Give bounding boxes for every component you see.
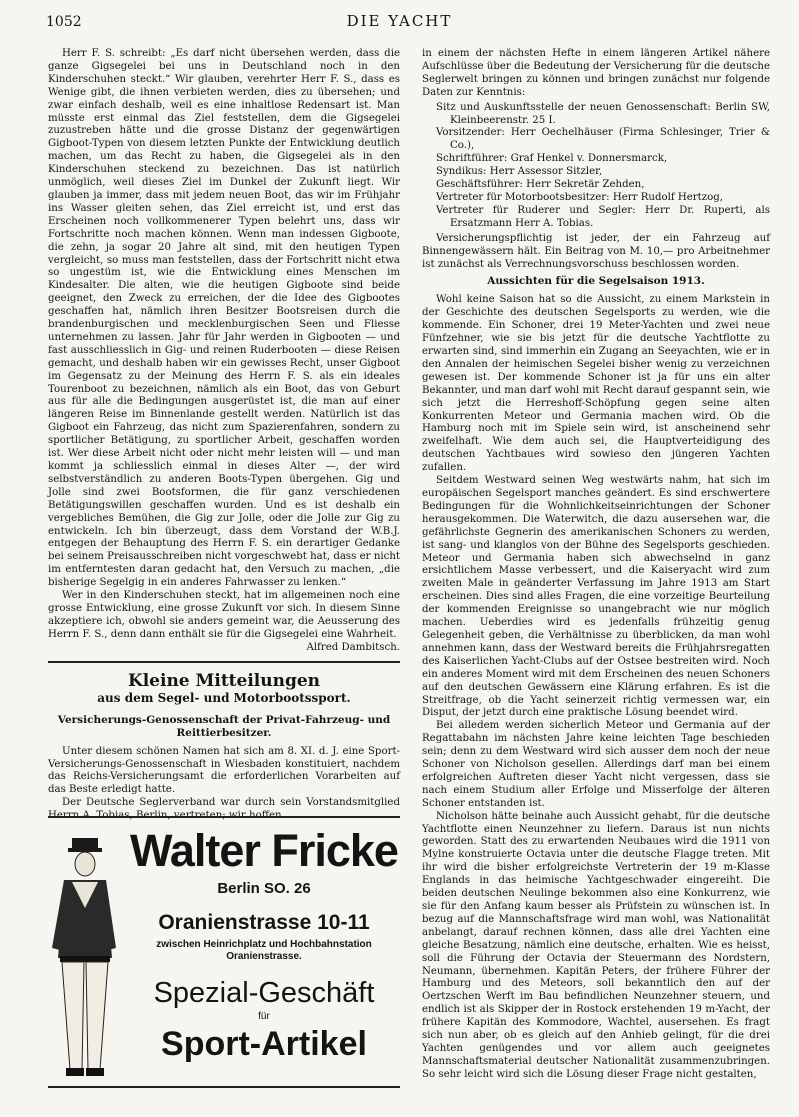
ad-city: Berlin SO. 26 (217, 880, 311, 897)
letter-paragraph: Wer in den Kinderschuhen steckt, hat im allgemeinen noch eine grosse Entwicklung, eine grosse Zukunft vor sich. In diesem Sinne akzeptiere ich, obwohl sie anders gemeint war, die Aeusserung des Herrn F. S., denn dann enthält sie für die Gigsegelei eine Wahrheit. (48, 590, 400, 640)
staff-line: Vorsitzender: Herr Oechelhäuser (Firma Schlesinger, Trier & Co.), (436, 127, 770, 152)
season-paragraph: Seitdem Westward seinen Weg westwärts nahm, hat sich im europäischen Segelsport manches geändert. Es sind erschwertere Bedingungen für die Wohnlichkeitseinrichtungen der Schoner herausgekommen. Die Waterwitch, die dazu ausersehen war, die gefährlichste Gegnerin des amerikanischen Schoners zu werden, ist sang- und klanglos von der Bühne des Segelsports geschieden. Meteor und Germania haben sich abwechselnd in ganz ersichtlichem Masse verbessert, und die Kaiseryacht wird zum zweiten Male in geänderter Verfassung im Jahre 1913 am Start erscheinen. Dies sind alles Fragen, die eine vorzeitige Beurteilung der kommenden Ereignisse so unangebracht wie nur möglich machen. Ueberdies wird es jedenfalls frühzeitig genug Gelegenheit geben, die Verhältnisse zu überblicken, da man wohl annehmen kann, dass der Westward bereits die Frühjahrsregatten des Kaiserlichen Yacht-Clubs auf der Ostsee bestreiten wird. Noch ein anderes Moment wird mit dem Erscheinen des neuen Schoners auf den deutschen Gewässern eine Klärung erfahren. Es ist die Streitfrage, ob die Yacht seinerzeit richtig vermessen war, ein Disput, der jetzt durch eine praktische Lösung beendet wird. (422, 475, 770, 719)
left-column (48, 48, 400, 823)
staff-line: Schriftführer: Graf Henkel v. Donnersmarck, (436, 153, 668, 165)
insurance-paragraph: Der Deutsche Seglerverband war durch sein Vorstandsmitglied Herrn A. Tobias, Berlin, vertreten; wir hoffen (48, 797, 400, 822)
staff-line: Geschäftsführer: Herr Sekretär Zehden, (436, 179, 645, 191)
staff-line: Vertreter für Motorbootsbesitzer: Herr Rudolf Hertzog, (436, 191, 724, 203)
ad-spezial: Spezial-Geschäft (153, 977, 375, 1009)
advertisement (48, 816, 400, 1088)
season-paragraph: Bei alledem werden sicherlich Meteor und Germania auf der Regattabahn im nächsten Jahre keine leichten Tage beschieden sein; denn zu dem Westward wird sich ausser dem noch der neue Schoner von Nicholson gesellen. Allerdings darf man bei einem erfolgreichen Auftreten dieser Yacht nicht vergessen, dass sie nach einem Studium aller Erfolge und Misserfolge der älteren Schoner entstanden ist. (422, 720, 770, 809)
insurance-paragraph: Unter diesem schönen Namen hat sich am 8. XI. d. J. eine Sport-Versicherungs-Genossenschaft in Wiesbaden konstituiert, nachdem das Reichs-Versicherungsamt die erforderlichen Vorarbeiten auf das Beste erledigt hatte. (48, 745, 400, 796)
season-paragraph: Wohl keine Saison hat so die Aussicht, zu einem Markstein in der Geschichte des deutschen Segelsports zu werden, wie die kommende. Ein Schoner, drei 19 Meter-Yachten und zwei neue Fünfzehner, wie sie bis jetzt für die deutsche Yachtflotte zu erwarten sind, sind immerhin ein Zugang an Seeyachten, wie er in den Annalen der heimischen Segelei bisher wenig zu verzeichnen gewesen ist. Der kommende Schoner ist ja für uns ein alter Bekannter, und man darf wohl mit Recht darauf gespannt sein, wie sich jetzt die Herreshoff-Schöpfung gegen seine alten Konkurrenten Meteor und Germania machen wird. Ob die Hamburg noch mit im Spiele sein wird, ist anscheinend sehr zweifelhaft. Wie dem auch sei, die Hauptverteidigung des deutschen Yachtbaues wird sowieso den jüngeren Yachten zufallen. (422, 294, 770, 474)
staff-line: Syndikus: Herr Assessor Sitzler, (436, 166, 603, 178)
letter-paragraph: Herr F. S. schreibt: „Es darf nicht übersehen werden, dass die ganze Gigsegelei bei uns in Deutschland noch in den Kinderschuhen steckt.“ Wir glauben, verehrter Herr F. S., dass es Wenige gibt, die ihnen verbieten werden, dies zu übersehen; und zwar einfach deshalb, weil es eine inhaltlose Redensart ist. Man müsste erst einmal das Ziel feststellen, dem die Gigsegelei zuzustreben hätte und die grosse Distanz der gegenwärtigen Gigboot-Typen von diesem letzten Punkte der Entwicklung deutlich machen, um das Recht zu haben, die Gigsegelei als in den Kinderschuhen steckend zu bezeichnen. Das ist natürlich unmöglich, weil dieses Ziel im Dunkel der Zukunft liegt. Wir glauben ja immer, dass mit jedem neuen Boot, das wir im Frühjahr ins Wasser gleiten sehen, das Ziel erreicht ist, und erst das Erscheinen noch vollkommenerer Typen belehrt uns, dass wir Fortschritte noch machen können. Wenn man indessen Gigboote, die zehn, ja sogar 20 Jahre alt sind, mit den heutigen Typen vergleicht, so muss man feststellen, dass der Fortschritt nicht etwa so ungestüm ist, wie die Entwicklung eines Menschen im Kindesalter. Die alten, wie die heutigen Gigboote sind beide geeignet, den Zweck zu erreichen, der die Idee des Gigbootes geschaffen hat, nämlich ihren Besitzer Bootsreisen durch die brandenburgischen und mecklenburgischen Seen und Fliesse unternehmen zu lassen. Jahr für Jahr werden in Gigbooten — und fast ausschliesslich in Gig- und reinen Ruderbooten — diese Reisen gemacht, und deshalb haben wir ein gewisses Recht, unser Gigboot im Gegensatz zu der Meinung des Herrn F. S. als ein ideales Tourenboot zu bezeichnen, nämlich als ein Boot, das von Geburt aus für alle die Bedingungen ausgerüstet ist, die man auf einer längeren Reise im Binnenlande gestellt werden. Natürlich ist das Gigboot ein Fahrzeug, das nicht zum Spazierenfahren, sondern zu sportlicher Betätigung, zu sportlicher Arbeit, geschaffen worden ist. Wer diese Arbeit nicht oder nicht mehr leisten will — und man kommt ja schliesslich einmal in dieses Alter —, der wird selbstverständlich zu anderen Boots-Typen übergehen. Gig und Jolle sind zwei Bootsformen, die für ganz verschiedenen Betätigungswillen geschaffen wurden. Und es ist deshalb ein vergebliches Bemühen, die Gig zur Jolle, oder die Jolle zur Gig zu entwickeln. Ich bin überzeugt, dass dem Vorstand der W.B.J. entgegen der Behauptung des Herrn F. S. ein derartiger Gedanke bei seinem Preisausschreiben nicht vorgeschwebt hat, dass er nicht im entferntesten daran gedacht hat, den Versuch zu machen, „die bisherige Segelgig in ein anderes Fahrwasser zu lenken.“ (48, 48, 400, 589)
sailor-illustration (50, 838, 120, 1078)
ad-location-note: zwischen Heinrichplatz und Hochbahnstation Oranienstrasse. (156, 939, 372, 962)
insurance-continuation: in einem der nächsten Hefte in einem längeren Artikel nähere Aufschlüsse über die Bedeutung der Versicherung für die deutsche Seglerwelt bringen zu können und bringen zunächst nur folgende Daten zur Kenntnis: (422, 48, 770, 98)
obligation-paragraph: Versicherungspflichtig ist jeder, der ein Fahrzeug auf Binnengewässern hält. Ein Beitrag von M. 10,— pro Arbeitnehmer ist zunächst als Verrechnungsvorschuss beschlossen worden. (422, 232, 770, 270)
section-divider (48, 661, 400, 663)
ad-text-block (128, 818, 400, 1062)
section-subtitle: aus dem Segel- und Motorbootssport. (97, 690, 351, 705)
staff-line: Sitz und Auskunftsstelle der neuen Genossenschaft: Berlin SW, Kleinbeerenstr. 25 I. (436, 101, 770, 126)
ad-sport-artikel: Sport-Artikel (161, 1025, 367, 1063)
staff-line: Vertreter für Ruderer und Segler: Herr Dr. Ruperti, als Ersatzmann Herr A. Tobias. (436, 204, 770, 229)
section-title: Kleine Mitteilungen (127, 670, 321, 691)
right-column (422, 48, 770, 1082)
signature: Alfred Dambitsch. (306, 641, 400, 653)
running-head: DIE YACHT (346, 12, 453, 30)
page-number: 1052 (46, 14, 82, 30)
season-heading: Aussichten für die Segelsaison 1913. (487, 275, 705, 288)
ad-shop-name: Walter Fricke (130, 825, 398, 876)
ad-fuer: für (258, 1011, 270, 1022)
season-paragraph: Nicholson hätte beinahe auch Aussicht gehabt, für die deutsche Yachtflotte einen Neunzehner zu liefern. Daraus ist nun nichts geworden. Statt des zu erwartenden Neubaues wird die 1911 von Mylne konstruierte Octavia unter die deutsche Flagge treten. Mit ihr wird die bisher erfolgreichste Vertreterin der 19 m-Klasse Englands in das heimische Yachtgeschwader eingereiht. Die beiden deutschen Neulinge bekommen also eine Konkurrenz, wie sie für den Anfang kaum besser als Prüfstein zu wünschen ist. In bezug auf die Mannschaftsfrage wird man wohl, was Nationalität anbelangt, darauf rechnen können, dass alle drei Yachten eine gleiche Besatzung, nämlich eine deutsche, erhalten. Wie es heisst, soll die Führung der Octavia der Steuermann des Nordstern, Neumann, übernehmen. Kapitän Peters, der frühere Führer der Hamburg und des Meteors, soll bekanntlich den auf der Oertzschen Werft im Bau befindlichen Neunzehner steuern, und endlich ist als Skipper der in Rostock erstehenden 19 m-Yacht, der frühere Kapitän des Kommodore, Wachtel, ausersehen. Es fragt sich nun aber, ob es gleich auf den Anhieb gelingt, für die drei Yachten genügendes und vor allem auch geeignetes Mannschaftsmaterial deutscher Nationalität zusammenzubringen. So sehr leicht wird sich die Lösung dieser Frage nicht gestalten, (422, 810, 770, 1080)
ad-street: Oranienstrasse 10-11 (158, 911, 370, 934)
staff-list (436, 102, 770, 231)
insurance-heading: Versicherungs-Genossenschaft der Privat-Fahrzeug- und Reittierbesitzer. (57, 713, 391, 739)
